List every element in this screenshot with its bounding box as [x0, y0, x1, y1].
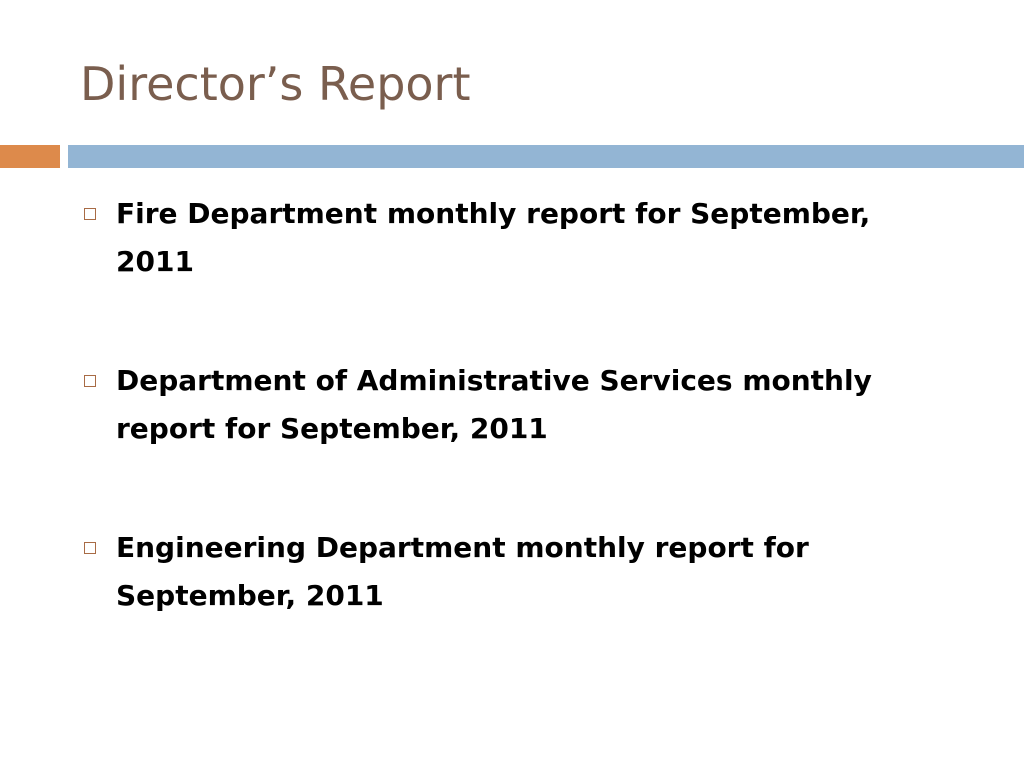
bullet-text: Department of Administrative Services monthly report for September, 2011: [116, 364, 872, 445]
bullet-item: [84, 357, 944, 453]
hollow-square-bullet-icon: [84, 542, 96, 554]
title-divider-bar: [68, 145, 1024, 168]
hollow-square-bullet-icon: [84, 208, 96, 220]
bullet-text: Fire Department monthly report for September, 2011: [116, 197, 871, 278]
bullet-item: [84, 190, 944, 286]
bullet-text: Engineering Department monthly report for September, 2011: [116, 531, 809, 612]
bullet-item: [84, 524, 944, 620]
slide-title: Director’s Report: [80, 57, 471, 111]
bullet-list: [84, 190, 944, 620]
hollow-square-bullet-icon: [84, 375, 96, 387]
title-divider-accent: [0, 145, 60, 168]
